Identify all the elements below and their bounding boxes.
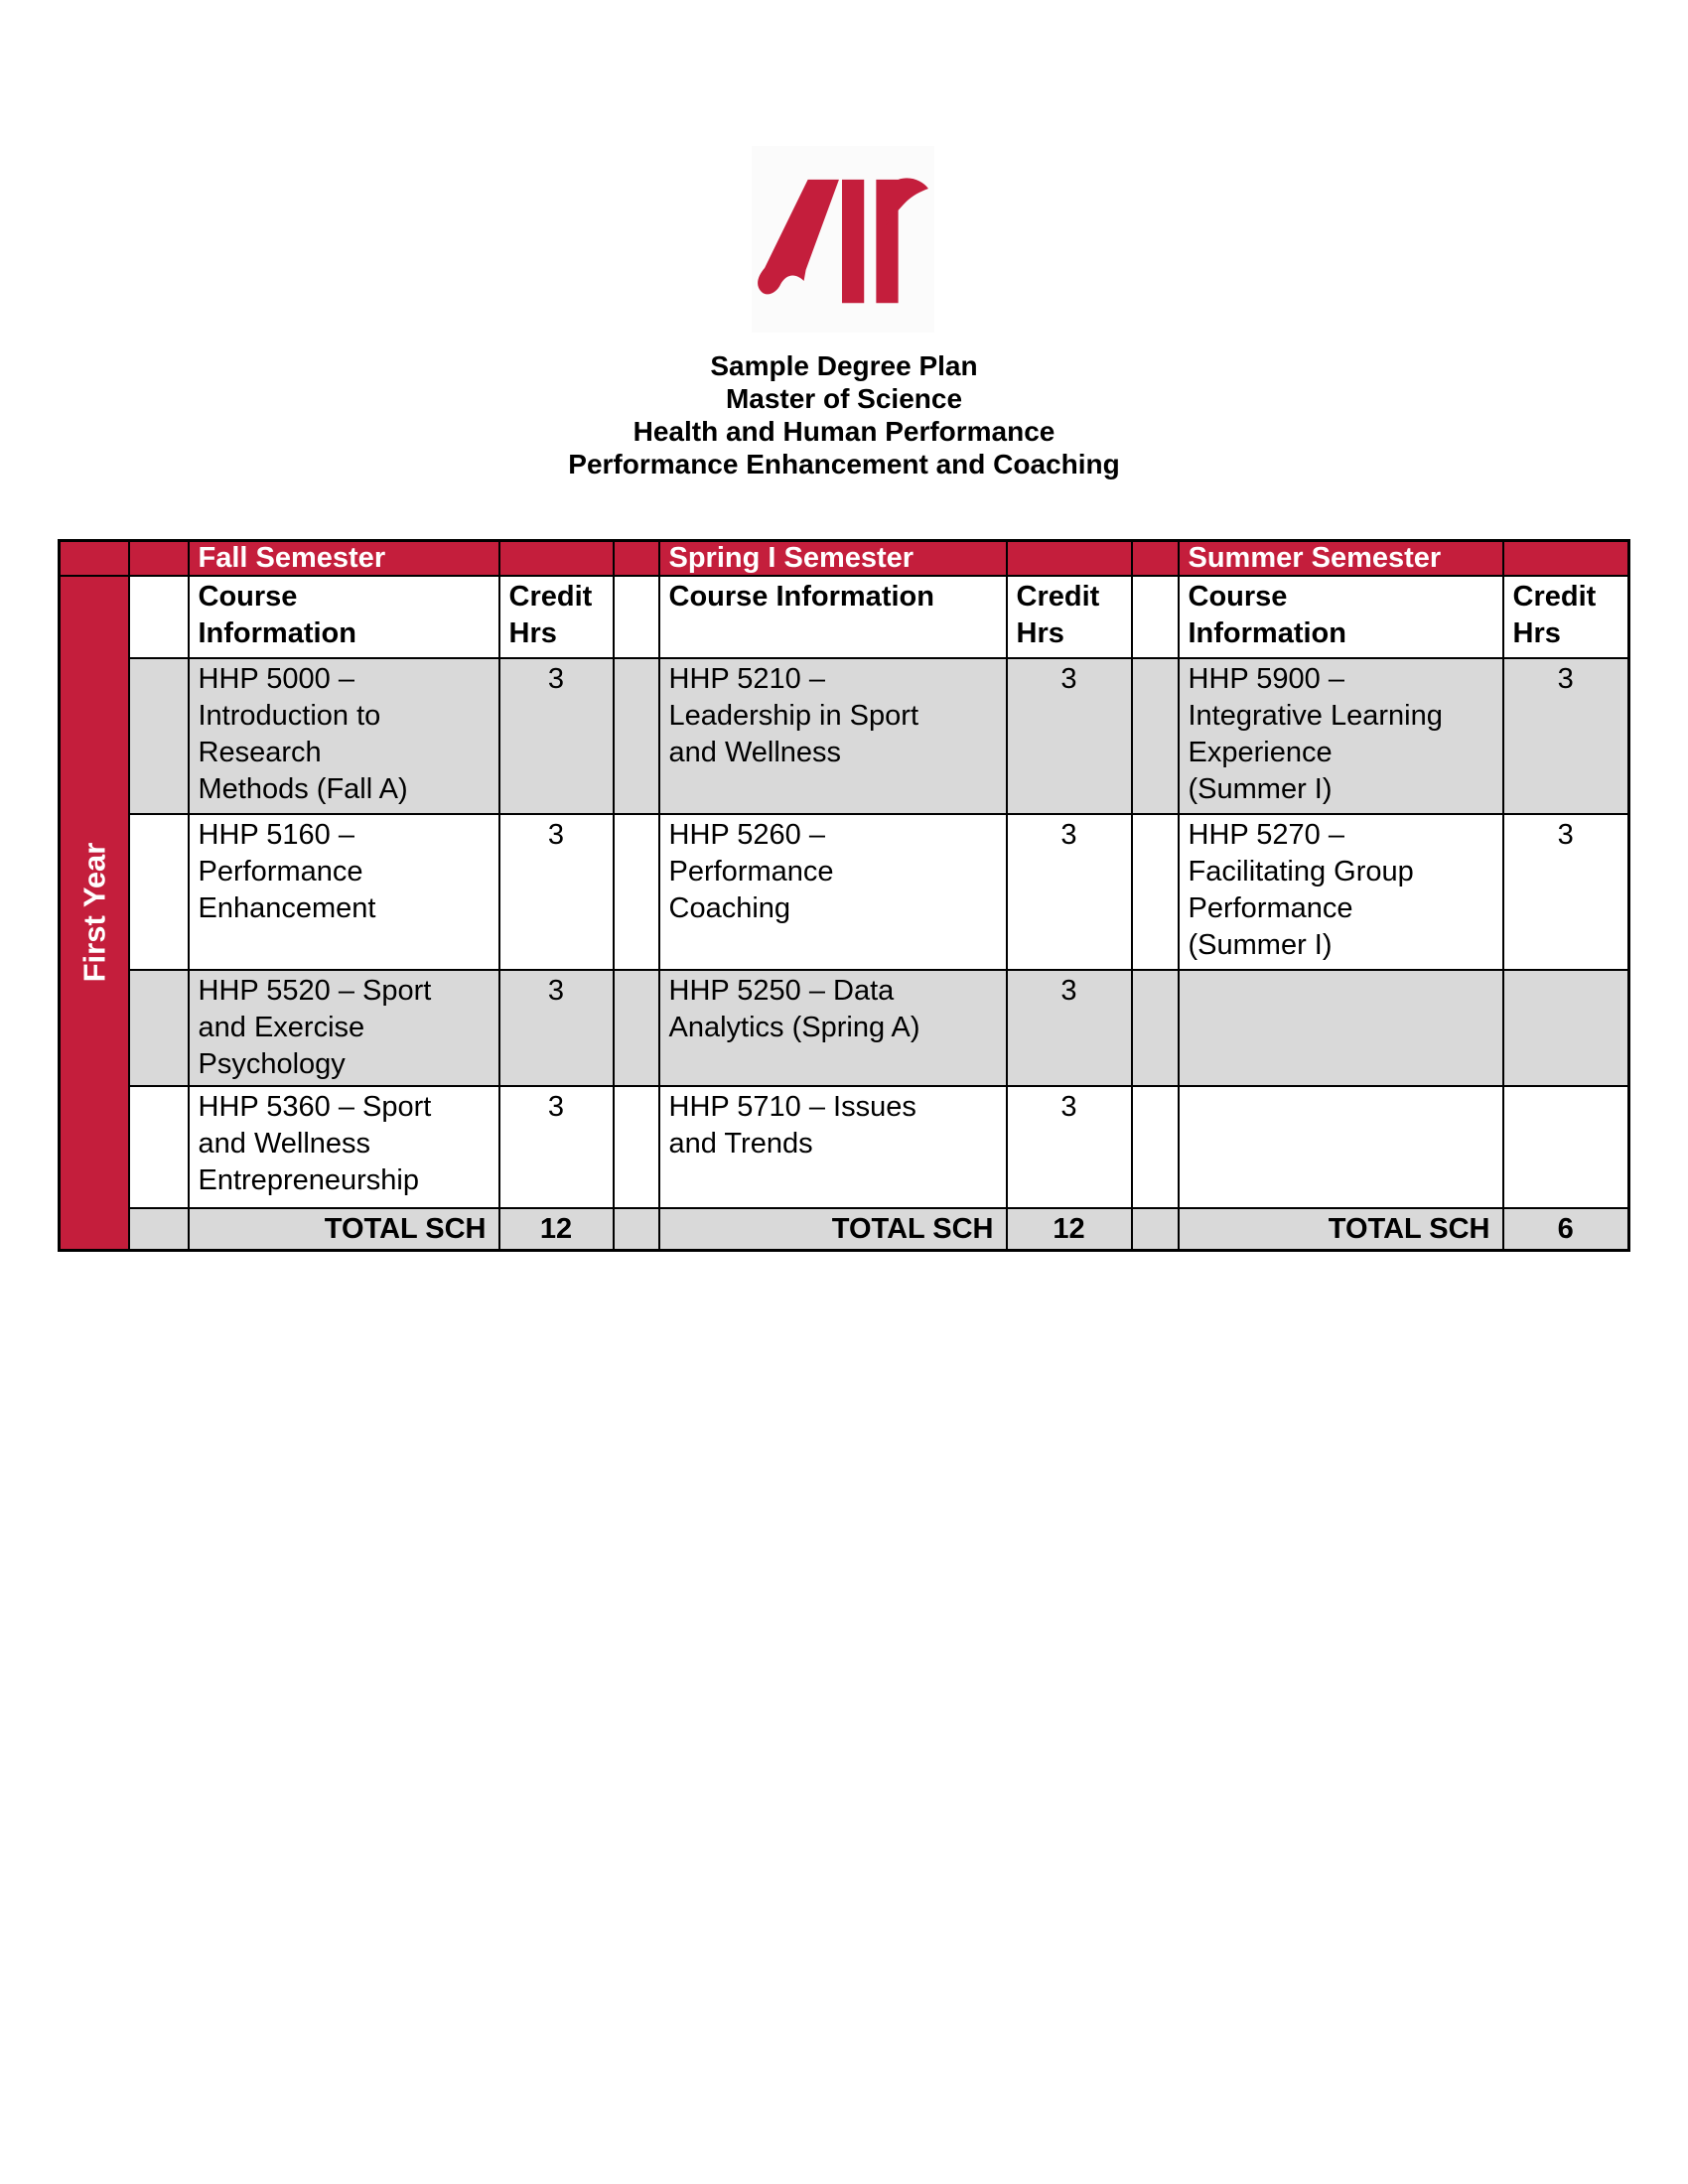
credit-cell: 3 <box>1503 658 1629 814</box>
credit-cell: 3 <box>499 970 614 1086</box>
course-cell: HHP 5520 – Sport and Exercise Psychology <box>189 970 499 1086</box>
table-row <box>60 1086 1629 1208</box>
credit-cell: 3 <box>1007 658 1132 814</box>
course-cell: HHP 5160 – Performance Enhancement <box>189 814 499 970</box>
header-spacer-cell <box>60 541 129 576</box>
credit-hrs-header-spring: Credit Hrs <box>1007 576 1132 658</box>
total-row <box>60 1208 1629 1251</box>
course-cell: HHP 5000 – Introduction to Research Methods (Fall A) <box>189 658 499 814</box>
header-spacer-cell <box>1503 541 1629 576</box>
spacer-cell <box>129 970 189 1086</box>
spacer-cell <box>614 814 659 970</box>
ap-logo <box>752 146 934 333</box>
spacer-cell <box>614 1208 659 1251</box>
spacer-cell <box>1132 1208 1179 1251</box>
semester-header-fall: Fall Semester <box>189 541 499 576</box>
course-cell: HHP 5270 – Facilitating Group Performance (Summer I) <box>1179 814 1503 970</box>
spacer-cell <box>129 1086 189 1208</box>
total-sch-label-summer: TOTAL SCH <box>1179 1208 1503 1251</box>
spacer-cell <box>129 814 189 970</box>
spacer-cell <box>1132 814 1179 970</box>
header-spacer-cell <box>499 541 614 576</box>
logo-a-bar <box>842 180 864 303</box>
course-cell <box>1179 1086 1503 1208</box>
title-line: Master of Science <box>725 383 963 414</box>
header-spacer-cell <box>614 541 659 576</box>
header-spacer-cell <box>1007 541 1132 576</box>
credit-cell: 3 <box>1007 1086 1132 1208</box>
year-band <box>60 576 129 1251</box>
course-cell: HHP 5250 – Data Analytics (Spring A) <box>659 970 1007 1086</box>
page-title <box>0 349 1688 480</box>
spacer-cell <box>1132 1086 1179 1208</box>
header-spacer-cell <box>129 541 189 576</box>
title-line: Sample Degree Plan <box>710 350 978 381</box>
credit-hrs-header-fall: Credit Hrs <box>499 576 614 658</box>
course-cell: HHP 5360 – Sport and Wellness Entrepreneurship <box>189 1086 499 1208</box>
year-label: First Year <box>76 842 112 983</box>
spacer-cell <box>129 658 189 814</box>
title-line: Health and Human Performance <box>633 416 1055 447</box>
total-sch-value-spring: 12 <box>1007 1208 1132 1251</box>
table-row <box>60 658 1629 814</box>
total-sch-label-spring: TOTAL SCH <box>659 1208 1007 1251</box>
spacer-cell <box>1132 970 1179 1086</box>
spacer-cell <box>1132 576 1179 658</box>
course-cell: HHP 5210 – Leadership in Sport and Wellness <box>659 658 1007 814</box>
semester-header-spring: Spring I Semester <box>659 541 1007 576</box>
spacer-cell <box>1132 658 1179 814</box>
table-row <box>60 814 1629 970</box>
course-info-header-spring: Course Information <box>659 576 1007 658</box>
total-sch-label-fall: TOTAL SCH <box>189 1208 499 1251</box>
course-cell: HHP 5260 – Performance Coaching <box>659 814 1007 970</box>
credit-cell <box>1503 1086 1629 1208</box>
course-info-header-summer: Course Information <box>1179 576 1503 658</box>
spacer-cell <box>614 576 659 658</box>
course-cell: HHP 5710 – Issues and Trends <box>659 1086 1007 1208</box>
course-cell: HHP 5900 – Integrative Learning Experience (Summer I) <box>1179 658 1503 814</box>
total-sch-value-fall: 12 <box>499 1208 614 1251</box>
credit-cell: 3 <box>499 1086 614 1208</box>
credit-cell: 3 <box>499 658 614 814</box>
total-sch-value-summer: 6 <box>1503 1208 1629 1251</box>
spacer-cell <box>129 576 189 658</box>
column-header-row <box>60 576 1629 658</box>
semester-header-row <box>60 541 1629 576</box>
spacer-cell <box>614 658 659 814</box>
logo-a-diagonal <box>758 180 839 295</box>
table-row <box>60 970 1629 1086</box>
course-cell <box>1179 970 1503 1086</box>
semester-header-summer: Summer Semester <box>1179 541 1503 576</box>
credit-cell: 3 <box>499 814 614 970</box>
credit-cell <box>1503 970 1629 1086</box>
title-line: Performance Enhancement and Coaching <box>568 449 1120 479</box>
header-spacer-cell <box>1132 541 1179 576</box>
spacer-cell <box>614 970 659 1086</box>
credit-hrs-header-summer: Credit Hrs <box>1503 576 1629 658</box>
spacer-cell <box>129 1208 189 1251</box>
credit-cell: 3 <box>1503 814 1629 970</box>
ap-logo-glyph <box>753 170 933 309</box>
spacer-cell <box>614 1086 659 1208</box>
course-info-header-fall: Course Information <box>189 576 499 658</box>
credit-cell: 3 <box>1007 814 1132 970</box>
credit-cell: 3 <box>1007 970 1132 1086</box>
degree-plan-table <box>58 539 1630 1252</box>
